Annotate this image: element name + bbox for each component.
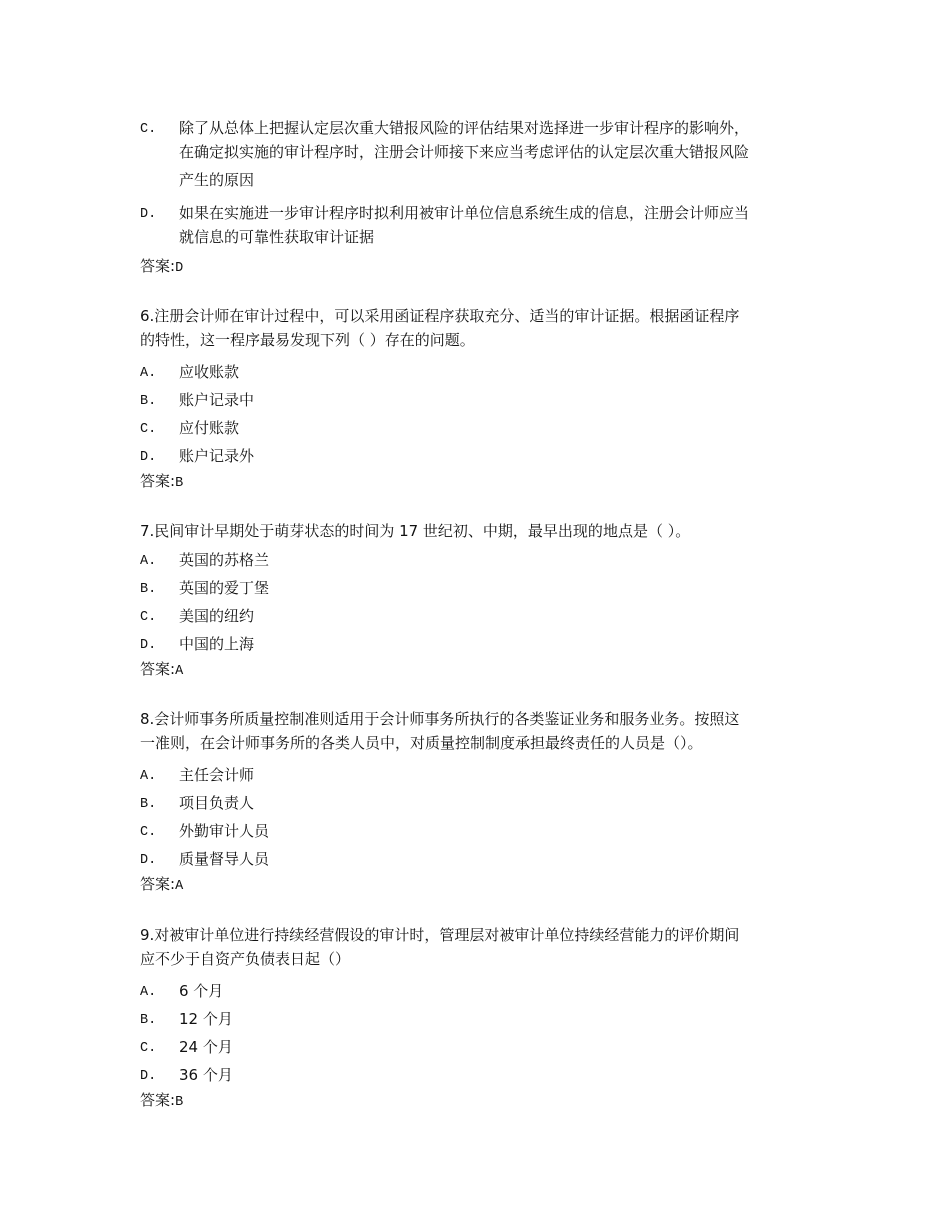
option-label: B.	[140, 394, 157, 409]
question-stem: 6.注册会计师在审计过程中，可以采用函证程序获取充分、适当的审计证据。根据函证程序	[140, 307, 740, 325]
option-text: 在确定拟实施的审计程序时，注册会计师接下来应当考虑评估的认定层次重大错报风险	[179, 143, 750, 161]
answer-line	[140, 256, 183, 279]
option-label: C.	[140, 825, 157, 840]
answer-value: D	[175, 261, 184, 276]
answer-key: 答案:	[140, 1091, 176, 1109]
option-text: 美国的纽约	[179, 607, 255, 625]
option-label: B.	[140, 582, 157, 597]
option-label: C.	[140, 1041, 157, 1056]
option-label: A.	[140, 769, 157, 784]
option-text: 24 个月	[179, 1038, 233, 1056]
answer-line	[140, 471, 183, 494]
option-text: 英国的爱丁堡	[179, 579, 270, 597]
option-text: 质量督导人员	[179, 850, 270, 868]
option-text: 除了从总体上把握认定层次重大错报风险的评估结果对选择进一步审计程序的影响外，	[179, 119, 750, 137]
option-label: D.	[140, 638, 157, 653]
answer-key: 答案:	[140, 472, 176, 490]
answer-line	[140, 1090, 183, 1113]
option-text: 36 个月	[179, 1066, 233, 1084]
option-label: C.	[140, 610, 157, 625]
option-label: C.	[140, 122, 157, 137]
answer-key: 答案:	[140, 660, 176, 678]
option-text: 项目负责人	[179, 794, 255, 812]
option-text: 应付账款	[179, 419, 240, 437]
question-stem: 9.对被审计单位进行持续经营假设的审计时，管理层对被审计单位持续经营能力的评价期间	[140, 926, 740, 944]
question-stem: 的特性，这一程序最易发现下列（ ）存在的问题。	[140, 331, 475, 349]
question-stem: 7.民间审计早期处于萌芽状态的时间为 17 世纪初、中期，最早出现的地点是（ ）。	[140, 522, 691, 540]
option-label: A.	[140, 985, 157, 1000]
option-label: A.	[140, 554, 157, 569]
option-label: A.	[140, 366, 157, 381]
option-label: D.	[140, 1069, 157, 1084]
option-text: 12 个月	[179, 1010, 233, 1028]
option-label: D.	[140, 853, 157, 868]
option-label: D.	[140, 207, 157, 222]
question-stem: 8.会计师事务所质量控制准则适用于会计师事务所执行的各类鉴证业务和服务业务。按照这	[140, 710, 740, 728]
answer-value: B	[175, 476, 184, 491]
answer-line	[140, 874, 183, 897]
question-stem: 一准则，在会计师事务所的各类人员中，对质量控制制度承担最终责任的人员是（）。	[140, 734, 703, 752]
option-text: 账户记录中	[179, 391, 255, 409]
answer-value: A	[175, 664, 184, 679]
option-text: 就信息的可靠性获取审计证据	[179, 228, 375, 246]
answer-value: A	[175, 879, 184, 894]
answer-line	[140, 659, 183, 682]
option-label: C.	[140, 422, 157, 437]
answer-key: 答案:	[140, 257, 176, 275]
option-text: 账户记录外	[179, 447, 255, 465]
answer-key: 答案:	[140, 875, 176, 893]
option-text: 产生的原因	[179, 171, 255, 189]
option-text: 应收账款	[179, 363, 240, 381]
question-stem: 应不少于自资产负债表日起（）	[140, 950, 351, 968]
option-text: 外勤审计人员	[179, 822, 270, 840]
option-text: 如果在实施进一步审计程序时拟利用被审计单位信息系统生成的信息，注册会计师应当	[179, 204, 750, 222]
option-text: 主任会计师	[179, 766, 255, 784]
option-label: B.	[140, 1013, 157, 1028]
option-text: 中国的上海	[179, 635, 255, 653]
option-label: B.	[140, 797, 157, 812]
option-text: 6 个月	[179, 982, 224, 1000]
option-label: D.	[140, 450, 157, 465]
answer-value: B	[175, 1095, 184, 1110]
option-text: 英国的苏格兰	[179, 551, 270, 569]
